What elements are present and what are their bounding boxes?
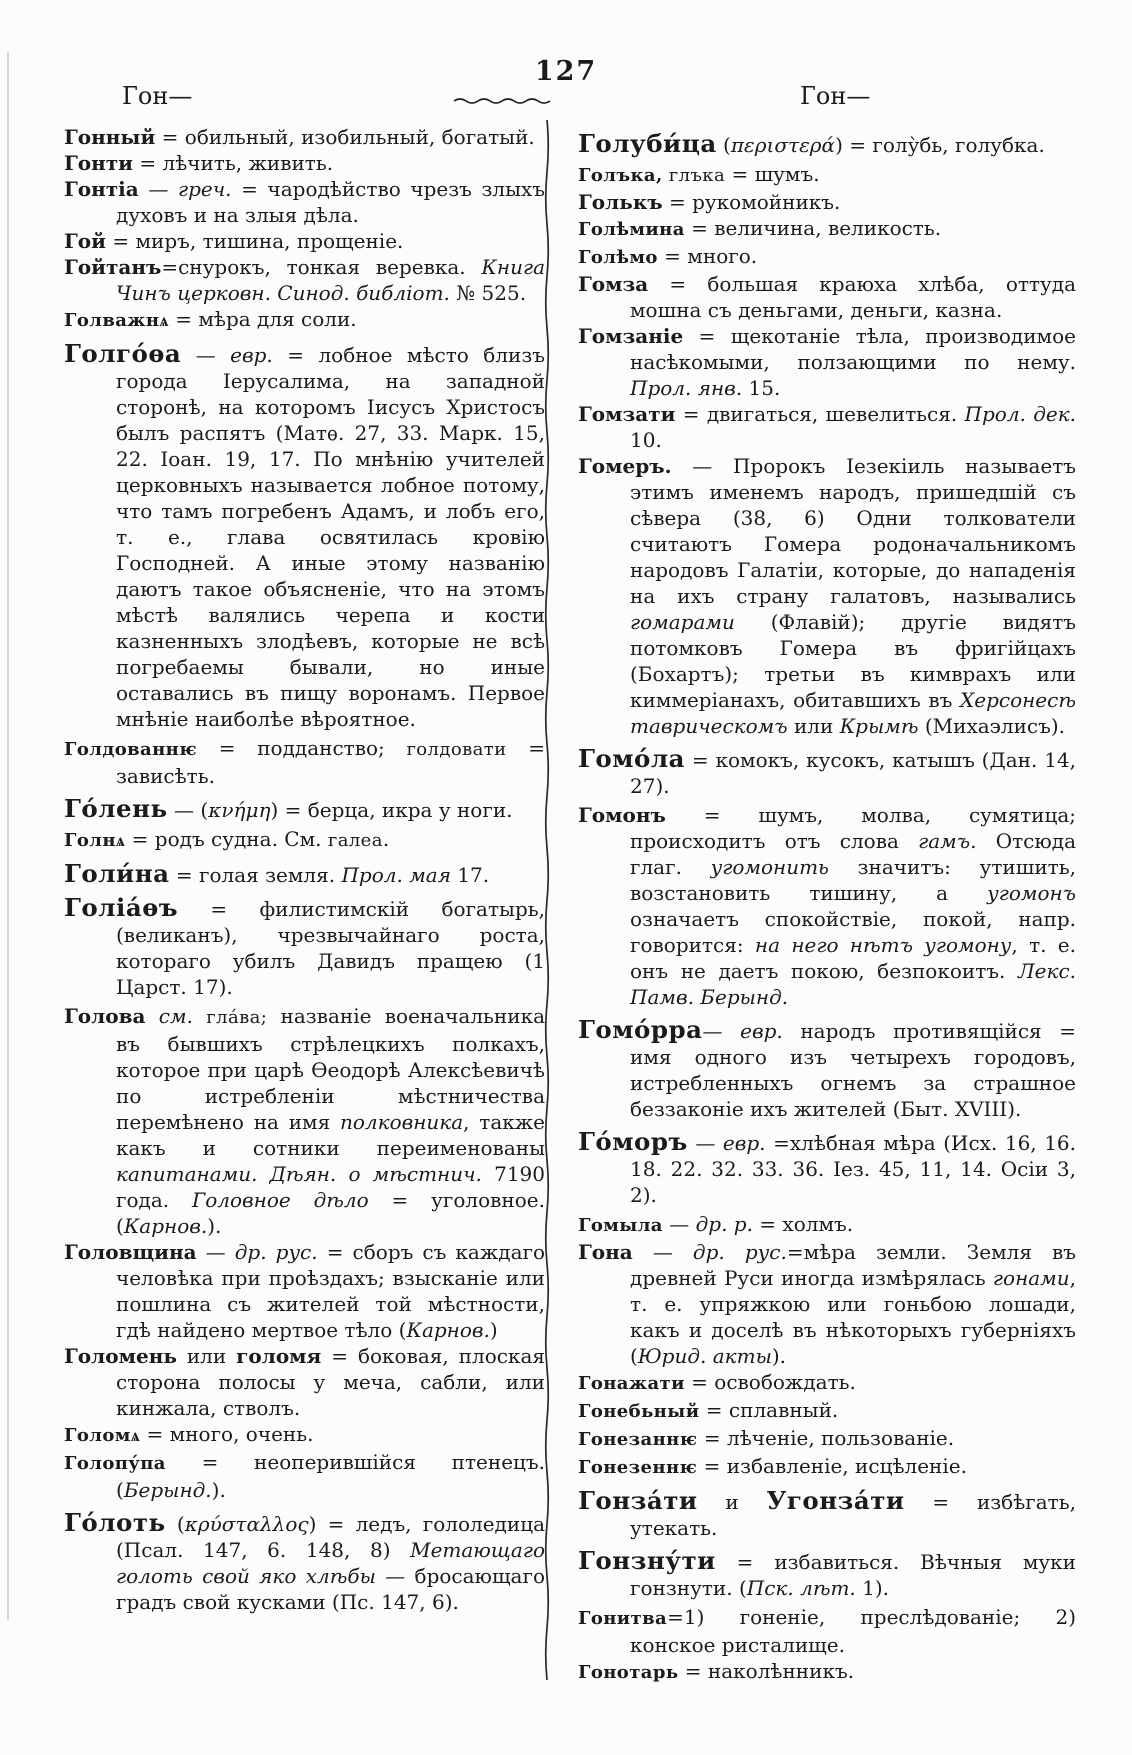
entry-text: др. рус.	[234, 1240, 318, 1264]
entry-text: = родъ судна. См.	[125, 827, 328, 851]
dictionary-entry	[64, 826, 545, 854]
entry-text: Херсонесѣ таврическомъ	[630, 688, 1076, 738]
entry-headword: Го́моръ	[578, 1127, 688, 1156]
entry-text: = двигаться, шевелиться.	[675, 402, 965, 426]
entry-text: = величина, великость.	[684, 216, 942, 240]
entry-text: = шумъ.	[725, 162, 820, 186]
entry-headword: Голѣмо	[578, 247, 658, 268]
page-number-underline	[452, 96, 560, 106]
entry-text: ) = голу̀бь, голубка.	[835, 133, 1045, 157]
dictionary-entry	[64, 895, 545, 1000]
entry-text: = подданство;	[197, 736, 407, 760]
page-number: 127	[534, 56, 598, 87]
entry-headword: Гонза́ти	[578, 1486, 698, 1515]
entry-text: Головное дѣло	[191, 1188, 369, 1212]
entry-text: или	[176, 1344, 237, 1368]
entry-text: Крымѣ	[839, 714, 919, 738]
entry-text: = уголовное. (	[116, 1188, 545, 1238]
entry-text: народъ противящійся = имя одного изъ четырехъ городовъ, истребленныхъ огнемъ за страшное беззаконіе ихъ жителей (Быт. XVIII).	[630, 1019, 1076, 1121]
entry-text: —	[632, 1240, 693, 1264]
dictionary-entry	[64, 1343, 545, 1421]
dictionary-entry	[578, 131, 1076, 158]
entry-text: (	[165, 1512, 185, 1536]
entry-headword: Голова	[64, 1004, 146, 1028]
entry-text: —	[687, 1131, 723, 1155]
dictionary-entry	[578, 161, 1076, 189]
entry-headword: Гомо́ла	[578, 744, 686, 773]
dictionary-entry	[578, 802, 1076, 1010]
entry-text: =1) гоненіе, преслѣдованіе; 2) конское ристалище.	[630, 1605, 1076, 1657]
dictionary-entry	[64, 1449, 545, 1503]
entry-text: = избѣгать, утекать.	[630, 1490, 1076, 1540]
entry-text: 17.	[450, 863, 490, 887]
dictionary-entry	[578, 323, 1076, 401]
entry-headword: Гомзаніе	[578, 324, 684, 348]
entry-text: Книга Чинъ церковн. Синод. библіот.	[116, 255, 545, 305]
entry-headword: Гонти	[64, 151, 134, 175]
entry-headword: Го́лень	[64, 794, 168, 823]
dictionary-entry	[64, 341, 545, 732]
entry-text: )	[489, 1318, 498, 1342]
entry-text: и	[697, 1490, 767, 1514]
entry-headword: Гонезеннѥ	[578, 1457, 698, 1478]
dictionary-entry	[64, 150, 545, 176]
entry-headword: Гонебьный	[578, 1401, 700, 1422]
entry-headword: Голго́ѳа	[64, 339, 182, 368]
entry-text: Карнов.	[406, 1318, 490, 1342]
entry-text: = лѣченіе, пользованіе.	[697, 1426, 955, 1450]
entry-text: Лекс. Памв. Берынд.	[630, 959, 1076, 1009]
entry-text: Метающаго голоть свой яко хлѣбы	[116, 1538, 545, 1588]
entry-text	[145, 1004, 158, 1028]
entry-headword: Го́лоть	[64, 1508, 166, 1537]
entry-text: κνήμη	[208, 798, 271, 822]
entry-text	[193, 1004, 206, 1028]
entry-text: =снурокъ, тонкая веревка.	[161, 255, 482, 279]
dictionary-entry	[578, 401, 1076, 453]
dictionary-entry	[64, 254, 545, 306]
entry-text: — Пророкъ Іезекіиль называетъ этимъ именемъ народъ, пришедшій съ сѣвера (38, 6) Одни толкователи считаютъ Гомера родоначальникомъ народовъ Галатіи, которые, до нападенія на ихъ страну галатовъ, назывались	[630, 454, 1076, 608]
entry-text: = освобождать.	[684, 1370, 856, 1394]
entry-text: голдовати	[406, 739, 507, 760]
entry-text: .	[382, 827, 390, 851]
running-head-right: Гон—	[800, 82, 871, 110]
entry-text: значитъ: утишить, возстановить тишину, а	[630, 855, 1076, 905]
dictionary-entry	[578, 271, 1076, 323]
dictionary-entry	[578, 453, 1076, 739]
entry-text: = боковая, плоская сторона полосы у меча, сабли, или кинжала, стволъ.	[116, 1344, 545, 1420]
entry-text: —	[138, 177, 178, 201]
entry-headword: Гомзати	[578, 402, 676, 426]
dictionary-entry	[64, 176, 545, 228]
entry-text: галеа	[327, 830, 383, 851]
entry-headword: Гомонъ	[578, 803, 666, 827]
entry-text: = много.	[657, 244, 758, 268]
entry-headword: Голомень	[64, 1344, 177, 1368]
entry-headword: Головщина	[64, 1240, 197, 1264]
entry-headword: Голомѧ	[64, 1425, 141, 1446]
entry-text: = щекотаніе тѣла, производимое насѣкомыми, ползающими по нему.	[630, 324, 1076, 374]
entry-text: евр.	[230, 343, 273, 367]
entry-text: = обильный, изобильный, богатый.	[155, 125, 535, 149]
dictionary-entry	[64, 1421, 545, 1449]
entry-text: = много, очень.	[140, 1422, 314, 1446]
entry-text: означаетъ спокойствіе, покой, напр. говорится:	[630, 907, 1076, 957]
entry-text: Карнов.	[123, 1214, 208, 1238]
entry-text: = избавиться. Вѣчныя муки гонзнути. (	[630, 1550, 1076, 1600]
running-head-left: Гон—	[122, 82, 193, 110]
column-left	[64, 124, 545, 1618]
entry-text: — (	[167, 798, 209, 822]
entry-text: гомарами	[630, 610, 735, 634]
entry-text: Пск. лѣт.	[746, 1576, 856, 1600]
entry-text: = наколѣнникъ.	[678, 1659, 855, 1683]
entry-text: = филистимскій богатырь, (великанъ), чрезвычайнаго роста, котораго убилъ Давидъ пращею (1 Царст. 17).	[116, 897, 545, 999]
entry-text: = холмъ.	[752, 1212, 854, 1236]
entry-text: 1).	[855, 1576, 890, 1600]
entry-headword: Гонзну́ти	[578, 1546, 716, 1575]
column-right	[578, 124, 1076, 1686]
entry-text: περιστερά	[730, 133, 836, 157]
entry-text: Прол. мая	[341, 863, 451, 887]
entry-headword: голомя	[236, 1344, 322, 1368]
entry-headword: Голѣмина	[578, 219, 685, 240]
entry-text: (Михаэлисъ).	[918, 714, 1065, 738]
dictionary-entry	[578, 1129, 1076, 1208]
dictionary-entry	[64, 735, 545, 789]
entry-text: = сборъ съ каждаго человѣка при проѣздахъ; взысканіе или пошлина съ жителей той мѣстности, гдѣ найдено мертвое тѣло (	[116, 1240, 546, 1342]
dictionary-entry	[578, 1453, 1076, 1481]
dictionary-entry	[578, 243, 1076, 271]
dictionary-entry	[578, 1369, 1076, 1397]
entry-text: =мѣра земли. Земля въ древней Руси иногда измѣрялась	[630, 1240, 1077, 1290]
entry-text: др. рус.	[692, 1240, 787, 1264]
entry-text: , т. е. онъ не даетъ покою, безпокоитъ.	[630, 933, 1077, 983]
entry-text: или	[787, 714, 840, 738]
entry-text: = рукомойникъ.	[662, 190, 841, 214]
entry-text: , также какъ и сотники переименованы	[116, 1110, 545, 1160]
entry-headword: Гонтіа	[64, 177, 139, 201]
entry-text: ) = берца, икра у ноги.	[270, 798, 513, 822]
entry-headword: Угонза́ти	[766, 1486, 905, 1515]
entry-text: см.	[158, 1004, 193, 1028]
dictionary-entry	[578, 1425, 1076, 1453]
entry-headword: Голи́на	[64, 859, 170, 888]
entry-text: 15.	[742, 376, 781, 400]
entry-headword: Гонный	[64, 125, 156, 149]
entry-text: глъка	[662, 165, 726, 186]
entry-text: =хлѣбная мѣра (Исх. 16, 16. 18. 22. 32. 33. 36. Іез. 45, 11, 14. Осіи 3, 2).	[630, 1131, 1077, 1207]
entry-text: полковника	[339, 1110, 464, 1134]
entry-headword: Голіа́ѳъ	[64, 893, 178, 922]
entry-text: = сплавный.	[699, 1398, 839, 1422]
entry-text: № 525.	[449, 281, 527, 305]
entry-headword: Гой	[64, 229, 106, 253]
entry-headword: Гойтанъ	[64, 255, 162, 279]
entry-text: —	[702, 1019, 741, 1043]
entry-text: ).	[211, 1478, 226, 1502]
entry-text: капитанами. Дѣян. о мѣстнич.	[116, 1162, 482, 1186]
entry-headword: Гомеръ.	[578, 454, 672, 478]
dictionary-entry	[578, 746, 1076, 799]
entry-text: = лобное мѣсто близъ города Іерусалима, на западной сторонѣ, на которомъ Іисусъ Христосъ былъ распятъ (Матѳ. 27, 33. Марк. 15, 22. Іоан. 19, 17. По мнѣнію учителей церковныхъ называется лобное потому, что тамъ погребенъ Адамъ, и лобъ его, т. е., глава освятилась кровію Господней. А иные этому названію даютъ такое объясненіе, что на этомъ мѣстѣ валялись черепа и кости казненныхъ злодѣевъ, которые не всѣ погребаемы бывали, но иные оставались въ пищу воронамъ. Первое мнѣніе наиболѣе вѣроятное.	[116, 343, 545, 731]
entry-headword: Голуби́ца	[578, 129, 717, 158]
entry-text: = миръ, тишина, прощеніе.	[105, 229, 404, 253]
entry-headword: Голопу́па	[64, 1453, 166, 1474]
entry-text: (	[716, 133, 731, 157]
entry-text: —	[662, 1212, 696, 1236]
entry-text: на него нѣтъ угомону	[754, 933, 1012, 957]
entry-text: = мѣра для соли.	[168, 307, 357, 331]
dictionary-entry	[578, 215, 1076, 243]
entry-text: евр.	[722, 1131, 766, 1155]
entry-headword: Гонажати	[578, 1373, 685, 1394]
entry-headword: Голькъ	[578, 190, 663, 214]
dictionary-entry	[64, 1510, 545, 1615]
entry-headword: Голдованнѥ	[64, 739, 197, 760]
entry-text: Прол. дек.	[964, 402, 1077, 426]
dictionary-entry	[64, 861, 545, 888]
entry-headword: Гонитва	[578, 1608, 668, 1629]
dictionary-entry	[64, 228, 545, 254]
entry-text: = большая краюха хлѣба, оттуда мошна съ деньгами, деньги, казна.	[630, 272, 1076, 322]
entry-headword: Гона	[578, 1240, 633, 1264]
entry-headword: Голважнѧ	[64, 310, 169, 331]
dictionary-entry	[64, 1003, 545, 1239]
entry-text: Берынд.	[123, 1478, 212, 1502]
entry-text: . Отсюда глаг.	[630, 829, 1076, 879]
entry-text: 10.	[630, 428, 662, 452]
dictionary-entry	[578, 1211, 1076, 1239]
dictionary-entry	[64, 306, 545, 334]
entry-headword: Гомо́рра	[578, 1015, 703, 1044]
entry-text: = голая земля.	[169, 863, 342, 887]
dictionary-entry	[578, 1604, 1076, 1658]
entry-text: ) = ледъ, гололедица (Псал. 147, 6. 148, 8)	[116, 1512, 545, 1562]
entry-text: ).	[207, 1214, 222, 1238]
dictionary-entry	[578, 1488, 1076, 1541]
dictionary-entry	[64, 124, 545, 150]
entry-text: Прол. янв.	[630, 376, 743, 400]
entry-text: др. р.	[695, 1212, 753, 1236]
dictionary-entry	[64, 1239, 545, 1343]
entry-headword: Голнѧ	[64, 830, 126, 851]
entry-text: —	[196, 1240, 235, 1264]
entry-text: 7190 года.	[116, 1162, 545, 1212]
dictionary-entry	[578, 1397, 1076, 1425]
entry-headword: Гомыла	[578, 1215, 663, 1236]
entry-text: евр.	[740, 1019, 783, 1043]
entry-headword: Гонотарь	[578, 1662, 679, 1683]
dictionary-entry	[578, 1658, 1076, 1686]
scan-edge-line	[7, 52, 9, 1620]
entry-text: κρύσταλλος	[184, 1512, 309, 1536]
entry-text: = лѣчить, живить.	[133, 151, 334, 175]
dictionary-entry	[578, 1239, 1076, 1369]
entry-headword: Гомза	[578, 272, 649, 296]
entry-text: названіе военачальника въ бывшихъ стрѣлецкихъ полкахъ, которое при царѣ Ѳеодорѣ Алексѣевичѣ по истребленіи мѣстничества перемѣнено на имя	[116, 1004, 546, 1134]
entry-headword: Гонезаннѥ	[578, 1429, 698, 1450]
entry-text: (Флавій); другіе видятъ потомковъ Гомера въ фригійцахъ (Бохартъ); третьи въ кимврахъ или киммеріанахъ, обитавшихъ въ	[630, 610, 1076, 712]
entry-text: гамъ	[918, 829, 971, 853]
entry-text: угомонить	[710, 855, 829, 879]
dictionary-entry	[578, 189, 1076, 215]
dictionary-entry	[64, 796, 545, 823]
dictionary-entry	[578, 1017, 1076, 1122]
entry-text: = комокъ, кусокъ, катышъ (Дан. 14, 27).	[630, 748, 1076, 798]
entry-text: гла́ва;	[206, 1007, 268, 1028]
entry-text: = шумъ, молва, сумятица; происходитъ отъ слова	[630, 803, 1076, 853]
entry-text: греч.	[177, 177, 232, 201]
entry-text: угомонъ	[987, 881, 1076, 905]
entry-text: , т. е. упряжкою или гоньбою лошади, какъ и доселѣ въ нѣкоторыхъ губерніяхъ (	[630, 1266, 1076, 1368]
entry-text: —	[181, 343, 231, 367]
entry-text: = неоперившійся птенецъ. (	[116, 1450, 545, 1502]
entry-text: ).	[771, 1344, 787, 1368]
entry-text: — бросающаго градъ свой кусками (Пс. 147, 6).	[116, 1564, 545, 1614]
dictionary-entry	[578, 1548, 1076, 1601]
entry-text: = зависѣть.	[116, 736, 545, 788]
entry-text: = избавленіе, исцѣленіе.	[697, 1454, 967, 1478]
entry-text: = чародѣйство чрезъ злыхъ духовъ и на злыя дѣла.	[116, 177, 545, 227]
entry-headword: Голъка,	[578, 165, 663, 186]
entry-text: Юрид. акты	[637, 1344, 772, 1368]
entry-text: гонами	[992, 1266, 1070, 1290]
